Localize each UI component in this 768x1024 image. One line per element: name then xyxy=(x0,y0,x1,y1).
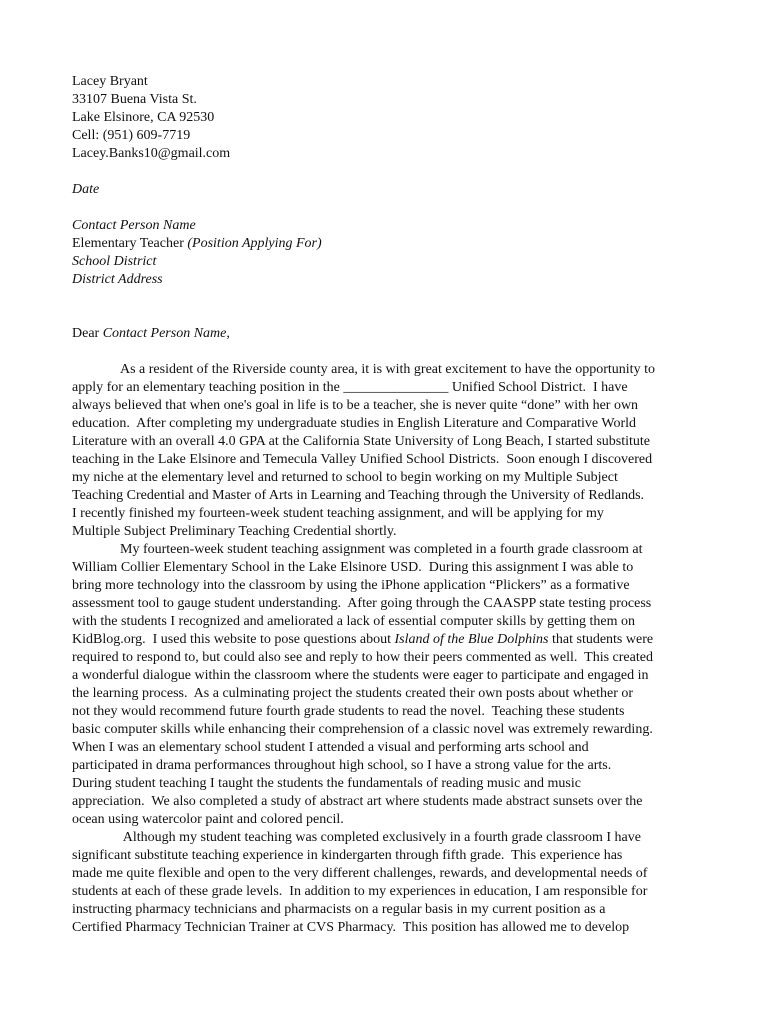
body-line: with the students I recognized and ameliorated a lack of essential computer skills by getting them on xyxy=(72,614,635,629)
book-title: Island of the Blue Dolphins xyxy=(394,632,549,647)
body-line: As a resident of the Riverside county area, it is with great excitement to have the opportunity to xyxy=(120,362,655,377)
body-line: assessment tool to gauge student understanding. After going through the CAASPP state testing process xyxy=(72,596,652,611)
salutation-prefix: Dear xyxy=(72,326,103,341)
sender-city: Lake Elsinore, CA 92530 xyxy=(72,110,215,125)
kidblog-text: KidBlog.org. I used this website to pose questions about xyxy=(72,632,395,647)
sender-cell: Cell: (951) 609-7719 xyxy=(72,128,191,143)
body-line: always believed that when one's goal in life is to be a teacher, she is never quite “done” with her own xyxy=(72,398,639,413)
body-line: I recently finished my fourteen-week student teaching assignment, and will be applying for my xyxy=(72,506,604,521)
body-line: my niche at the elementary level and returned to school to begin working on my Multiple Subject xyxy=(72,470,618,485)
body-line: Teaching Credential and Master of Arts in Learning and Teaching through the University of Redlands. xyxy=(72,488,645,503)
recipient-position: Elementary Teacher xyxy=(72,236,188,251)
recipient-contact: Contact Person Name xyxy=(72,218,196,233)
body-line: ocean using watercolor paint and colored pencil. xyxy=(72,812,344,827)
body-line: bring more technology into the classroom by using the iPhone application “Plickers” as a formative xyxy=(72,578,630,593)
salutation-line xyxy=(72,325,696,343)
body-line: During student teaching I taught the students the fundamentals of reading music and music xyxy=(72,776,581,791)
kidblog-suffix: that students were xyxy=(548,632,654,647)
sender-email: Lacey.Banks10@gmail.com xyxy=(72,146,231,161)
body-line: students at each of these grade levels. In addition to my experiences in education, I am responsible for xyxy=(72,884,648,899)
recipient-address: District Address xyxy=(72,272,163,287)
body-line: not they would recommend future fourth grade students to read the novel. Teaching these students xyxy=(72,704,625,719)
salutation-name: Contact Person Name xyxy=(102,326,227,341)
body-line: basic computer skills while enhancing their comprehension of a classic novel was extremely rewarding. xyxy=(72,722,653,737)
recipient-district: School District xyxy=(72,254,157,269)
recipient-position-note: (Position Applying For) xyxy=(187,236,322,251)
letter-body xyxy=(72,361,696,937)
recipient-position-line xyxy=(72,235,696,253)
body-line: participated in drama performances throughout high school, so I have a strong value for the arts. xyxy=(72,758,612,773)
body-line: teaching in the Lake Elsinore and Temecula Valley Unified School Districts. Soon enough I discovered xyxy=(72,452,653,467)
body-line: instructing pharmacy technicians and pharmacists on a regular basis in my current position as a xyxy=(72,902,606,917)
body-line: made me quite flexible and open to the very different challenges, rewards, and developmental needs of xyxy=(72,866,648,881)
body-line: a wonderful dialogue within the classroom where the students were eager to participate and engaged in xyxy=(72,668,649,683)
salutation-suffix: , xyxy=(226,326,230,341)
body-line: When I was an elementary school student I attended a visual and performing arts school and xyxy=(72,740,589,755)
date-block xyxy=(72,181,696,199)
body-line: My fourteen-week student teaching assignment was completed in a fourth grade classroom at xyxy=(120,542,643,557)
paragraph-3 xyxy=(72,829,696,937)
sender-name: Lacey Bryant xyxy=(72,74,148,89)
body-line: required to respond to, but could also see and reply to how their peers commented as well. This created xyxy=(72,650,653,665)
body-line: appreciation. We also completed a study of abstract art where students made abstract sunsets over the xyxy=(72,794,643,809)
body-line: apply for an elementary teaching position in the _______________ Unified School District. I have xyxy=(72,380,628,395)
sender-address-block xyxy=(72,73,696,163)
body-line: the learning process. As a culminating project the students created their own posts about whether or xyxy=(72,686,634,701)
body-line: significant substitute teaching experience in kindergarten through fifth grade. This experience has xyxy=(72,848,623,863)
body-line: Although my student teaching was completed exclusively in a fourth grade classroom I have xyxy=(120,830,641,845)
letter-date: Date xyxy=(72,182,100,197)
body-line: education. After completing my undergraduate studies in English Literature and Comparative World xyxy=(72,416,637,431)
body-line: William Collier Elementary School in the Lake Elsinore USD. During this assignment I was able to xyxy=(72,560,634,575)
sender-street: 33107 Buena Vista St. xyxy=(72,92,197,107)
body-line-kidblog xyxy=(72,631,696,649)
salutation xyxy=(72,325,696,343)
body-line: Certified Pharmacy Technician Trainer at CVS Pharmacy. This position has allowed me to develop xyxy=(72,920,630,935)
body-line: Literature with an overall 4.0 GPA at the California State University of Long Beach, I started substitute xyxy=(72,434,651,449)
paragraph-2 xyxy=(72,541,696,829)
paragraph-1 xyxy=(72,361,696,541)
body-line: Multiple Subject Preliminary Teaching Credential shortly. xyxy=(72,524,397,539)
recipient-address-block xyxy=(72,217,696,289)
